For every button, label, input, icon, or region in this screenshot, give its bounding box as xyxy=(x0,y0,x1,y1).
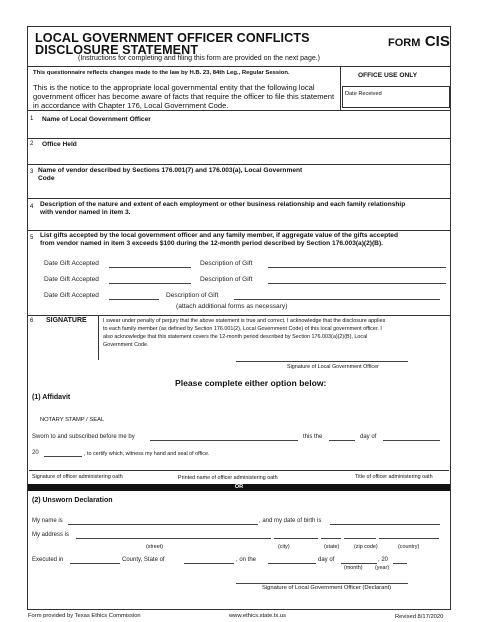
signature-text-line3: also acknowledge that this statement covers the 12-month period described by Section 176.003(a)(2)(B), Local xyxy=(103,334,368,340)
date-received-label: Date Received xyxy=(345,91,382,97)
declarant-signature-line[interactable] xyxy=(236,583,408,584)
sworn-day-input[interactable] xyxy=(329,440,355,441)
item-1-label: Name of Local Government Officer xyxy=(42,116,151,123)
footer-website: www.ethics.state.tx.us xyxy=(229,613,287,619)
item-1-divider xyxy=(27,138,451,139)
notice-text: This is the notice to the appropriate local governmental entity that the following local government officer has become aware of facts that require the officer to file this statement in accordance with Chapter 176, Local Government Code. xyxy=(33,83,335,110)
state-caption: (state) xyxy=(324,544,340,550)
gift-2-date-input[interactable] xyxy=(109,283,191,284)
relationship-description-field[interactable] xyxy=(40,219,448,229)
gift-3-date-input[interactable] xyxy=(109,299,159,300)
address-label: My address is xyxy=(32,532,70,538)
executed-text-b: County, State of xyxy=(122,557,165,563)
executed-day-input[interactable] xyxy=(268,563,316,564)
gift-1-desc-input[interactable] xyxy=(268,267,446,268)
year-caption: (year) xyxy=(375,565,390,571)
office-use-box xyxy=(342,86,450,108)
sworn-by-input[interactable] xyxy=(150,440,298,441)
form-title-line1: LOCAL GOVERNMENT OFFICER CONFLICTS xyxy=(35,31,310,45)
sworn-text-a: Sworn to and subscribed before me by xyxy=(32,434,135,440)
item-2-number: 2 xyxy=(30,141,34,147)
options-heading: Please complete either option below: xyxy=(175,378,327,388)
gift-2-desc-label: Description of Gift xyxy=(200,276,253,283)
gift-1-date-input[interactable] xyxy=(109,267,191,268)
declarant-dob-input[interactable] xyxy=(330,524,440,525)
attach-note: (attach additional forms as necessary) xyxy=(176,303,288,310)
item-5-number: 5 xyxy=(30,235,34,241)
street-caption: (street) xyxy=(146,544,164,550)
executed-text-a: Executed in xyxy=(32,557,64,563)
item-6-number: 6 xyxy=(30,318,34,324)
executed-county-input[interactable] xyxy=(70,563,120,564)
footer-provider: Form provided by Texas Ethics Commission xyxy=(28,613,141,619)
item-5-label-line1: List gifts accepted by the local government officer and any family member, if aggregate value of the gifts accepted xyxy=(40,232,398,239)
office-use-title: OFFICE USE ONLY xyxy=(358,72,418,79)
form-label: FORM xyxy=(388,37,421,49)
gift-2-desc-input[interactable] xyxy=(268,283,446,284)
signature-label: SIGNATURE xyxy=(46,317,87,324)
name-text-a: My name is xyxy=(32,518,63,524)
or-divider: OR xyxy=(28,484,450,491)
gift-3-desc-input[interactable] xyxy=(234,299,440,300)
law-note: This questionnaire reflects changes made to the law by H.B. 23, 84th Leg., Regular Session. xyxy=(33,70,290,76)
unsworn-heading: (2) Unsworn Declaration xyxy=(32,497,113,504)
country-caption: (country) xyxy=(398,544,420,550)
item-2-label: Office Held xyxy=(42,141,77,148)
affidavit-heading: (1) Affidavit xyxy=(32,394,71,401)
instructions-note: (Instructions for completing and filing this form are provided on the next page.) xyxy=(78,55,321,62)
gift-2-date-label: Date Gift Accepted xyxy=(44,276,99,283)
item-4-label-line2: with vendor named in item 3. xyxy=(40,209,131,216)
item-2-divider xyxy=(27,164,451,165)
oath-signature-caption: Signature of officer administering oath xyxy=(32,474,123,480)
city-caption: (city) xyxy=(278,544,290,550)
gift-3-desc-label: Description of Gift xyxy=(166,292,219,299)
sworn-month-input[interactable] xyxy=(383,440,440,441)
item-1-number: 1 xyxy=(30,116,34,122)
address-state-input[interactable] xyxy=(321,538,341,539)
signature-divider xyxy=(98,315,99,360)
sworn-text-b: this the xyxy=(303,434,323,440)
item-5-label-line2: from vendor named in item 3 exceeds $100 during the 12-month period described by Section 176.003(a)(2)(B). xyxy=(40,240,383,247)
signature-text-line2: to each family member (as defined by Section 176.001(2), Local Government Code) of this local government officer. I xyxy=(103,326,382,332)
form-title-line2: DISCLOSURE STATEMENT xyxy=(35,43,199,57)
form-code-value: CIS xyxy=(424,33,450,50)
form-code xyxy=(388,33,450,51)
officer-signature-line[interactable] xyxy=(236,361,408,362)
executed-text-e: , 20 xyxy=(378,557,389,563)
name-text-b: , and my date of birth is xyxy=(259,518,322,524)
sworn-year-input[interactable] xyxy=(44,456,82,457)
year-prefix: 20 xyxy=(32,450,39,456)
declarant-signature-caption: Signature of Local Government Officer (Declarant) xyxy=(262,585,392,591)
item-3-label-line2: Code xyxy=(38,175,55,182)
address-city-input[interactable] xyxy=(274,538,318,539)
officer-name-field[interactable] xyxy=(40,126,448,136)
oath-printed-name-caption: Printed name of officer administering oath xyxy=(178,475,278,481)
gift-3-date-label: Date Gift Accepted xyxy=(44,292,99,299)
executed-text-d: day of xyxy=(318,557,335,563)
address-country-input[interactable] xyxy=(379,538,439,539)
vendor-name-field[interactable] xyxy=(40,185,448,195)
zip-caption: (zip code) xyxy=(354,544,378,550)
oath-signature-line xyxy=(29,470,449,471)
officer-signature-caption: Signature of Local Government Officer xyxy=(287,364,379,370)
gift-1-desc-label: Description of Gift xyxy=(200,260,253,267)
item-4-divider xyxy=(27,230,451,231)
declarant-name-input[interactable] xyxy=(68,524,258,525)
item-5-divider xyxy=(27,315,451,316)
item-3-number: 3 xyxy=(30,169,34,175)
executed-text-c: , on the xyxy=(236,557,257,563)
item-3-label-line1: Name of vendor described by Sections 176.001(7) and 176.003(a), Local Government xyxy=(38,167,303,174)
executed-state-input[interactable] xyxy=(184,563,234,564)
item-3-divider xyxy=(27,198,451,199)
sworn-text-c: day of xyxy=(360,434,377,440)
header-divider xyxy=(27,66,451,67)
oath-title-caption: Title of officer administering oath xyxy=(355,474,433,480)
signature-text-line4: Government Code. xyxy=(103,342,149,348)
month-caption: (month) xyxy=(344,565,363,571)
address-street-input[interactable] xyxy=(76,538,271,539)
office-held-field[interactable] xyxy=(40,151,448,161)
item-4-label-line1: Description of the nature and extent of each employment or other business relationship and each family relationship xyxy=(40,201,406,208)
executed-month-input[interactable] xyxy=(341,563,377,564)
item-4-number: 4 xyxy=(30,204,34,210)
gift-1-date-label: Date Gift Accepted xyxy=(44,260,99,267)
footer-revision: Revised 8/17/2020 xyxy=(395,614,444,620)
executed-year-input[interactable] xyxy=(393,563,407,564)
address-zip-input[interactable] xyxy=(344,538,376,539)
witness-text: , to certify which, witness my hand and seal of office. xyxy=(84,451,210,457)
notary-stamp-label: NOTARY STAMP / SEAL xyxy=(40,417,105,423)
intro-bottom-divider xyxy=(27,110,451,111)
signature-text-line1: I swear under penalty of perjury that the above statement is true and correct. I acknowledge that the disclosure applies xyxy=(103,318,386,324)
office-use-divider xyxy=(340,66,341,110)
